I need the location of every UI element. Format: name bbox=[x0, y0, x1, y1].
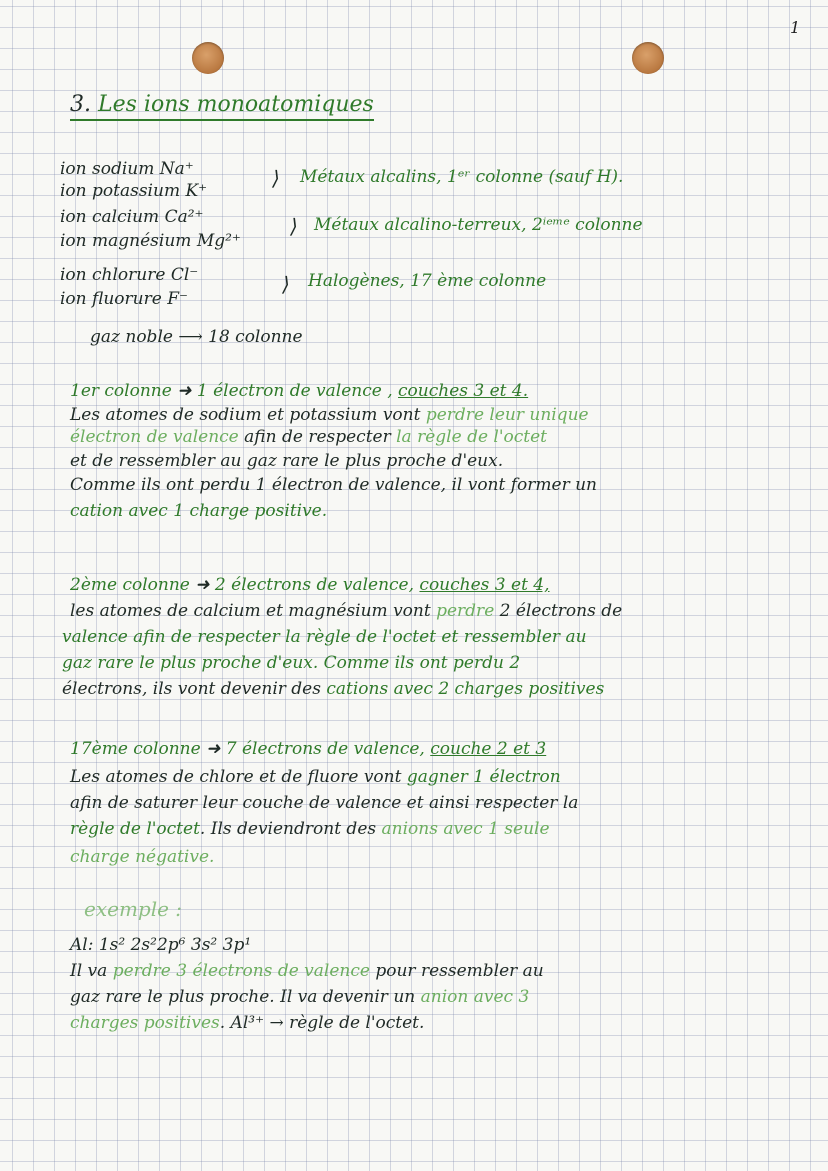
text-span: anions avec 1 seule bbox=[381, 819, 550, 839]
text-line: cation avec 1 charge positive. bbox=[70, 501, 328, 521]
text-line bbox=[70, 404, 589, 426]
text-span: 2 électrons de bbox=[494, 601, 623, 621]
group-label: Métaux alcalino-terreux, 2ⁱᵉᵐᵉ colonne bbox=[314, 215, 643, 235]
section-head: 1er colonne bbox=[70, 381, 172, 401]
text-span: Il va bbox=[70, 961, 113, 981]
text-span: anion avec 3 bbox=[420, 987, 530, 1007]
noble-gas-row bbox=[90, 326, 303, 348]
binder-hole-left bbox=[192, 42, 224, 74]
binder-hole-right bbox=[632, 42, 664, 74]
group-label: Métaux alcalins, 1ᵉʳ colonne (sauf H). bbox=[300, 167, 624, 187]
text-span: la règle de l'octet bbox=[396, 427, 548, 447]
ion-symbol: Mg²⁺ bbox=[196, 231, 241, 251]
text-line bbox=[70, 766, 561, 788]
ion-row bbox=[60, 264, 198, 286]
text-line bbox=[70, 600, 622, 622]
text-line bbox=[70, 818, 550, 840]
text-line bbox=[62, 678, 604, 700]
section1-heading bbox=[70, 380, 528, 402]
section3-heading bbox=[70, 738, 546, 760]
arrow-right-icon: ➜ bbox=[206, 739, 226, 759]
section-head-rest: 2 électrons de valence, bbox=[214, 575, 415, 595]
ion-symbol: Na⁺ bbox=[159, 159, 194, 179]
text-span: électrons, ils vont devenir des bbox=[62, 679, 327, 699]
noble-gas-label: gaz noble bbox=[90, 327, 173, 347]
ion-name: ion calcium bbox=[60, 207, 160, 227]
page-number: 1 bbox=[790, 18, 801, 37]
text-span: gaz rare le plus proche. Il va devenir un bbox=[70, 987, 421, 1007]
arrow-right-icon: ➜ bbox=[195, 575, 215, 595]
section-head: 2ème colonne bbox=[70, 575, 190, 595]
section-head-rest: 1 électron de valence , bbox=[196, 381, 393, 401]
ion-name: ion chlorure bbox=[60, 265, 166, 285]
section-layers: couche 2 et 3 bbox=[430, 739, 547, 759]
bracket-icon: ⟩ bbox=[282, 272, 290, 296]
text-span: . Al³⁺ → règle de l'octet. bbox=[219, 1013, 425, 1033]
ion-row bbox=[60, 206, 204, 228]
arrow-right-icon: ⟶ bbox=[178, 327, 209, 347]
ion-row bbox=[60, 230, 241, 252]
electron-config: Al: 1s² 2s²2p⁶ 3s² 3p¹ bbox=[70, 935, 252, 955]
text-line: et de ressembler au gaz rare le plus proche d'eux. bbox=[70, 451, 504, 471]
ion-symbol: F⁻ bbox=[167, 289, 188, 309]
text-line bbox=[70, 960, 544, 982]
ion-name: ion fluorure bbox=[60, 289, 162, 309]
title-text: Les ions monoatomiques bbox=[98, 92, 374, 117]
noble-gas-value: 18 colonne bbox=[208, 327, 303, 347]
text-line bbox=[70, 426, 547, 448]
section-head: 17ème colonne bbox=[70, 739, 201, 759]
ion-symbol: Ca²⁺ bbox=[164, 207, 204, 227]
example-heading: exemple : bbox=[84, 897, 183, 921]
ion-name: ion sodium bbox=[60, 159, 155, 179]
text-span: cations avec 2 charges positives bbox=[326, 679, 605, 699]
ion-symbol: K⁺ bbox=[185, 181, 208, 201]
bracket-icon: ⟩ bbox=[290, 214, 298, 238]
text-line: Comme ils ont perdu 1 électron de valence, il vont former un bbox=[70, 475, 597, 495]
text-span: perdre bbox=[436, 601, 495, 621]
text-line bbox=[70, 986, 529, 1008]
text-span: gagner 1 électron bbox=[406, 767, 561, 787]
group-label: Halogènes, 17 ème colonne bbox=[308, 271, 547, 291]
text-span: afin de respecter bbox=[238, 427, 397, 447]
section-layers: couches 3 et 4. bbox=[398, 381, 529, 401]
text-span: perdre 3 électrons de valence bbox=[112, 961, 370, 981]
text-line: valence afin de respecter la règle de l'octet et ressembler au bbox=[62, 627, 587, 647]
title-number: 3. bbox=[70, 92, 91, 117]
page-title bbox=[70, 92, 374, 121]
text-line bbox=[70, 1012, 424, 1034]
text-line: gaz rare le plus proche d'eux. Comme ils ont perdu 2 bbox=[62, 653, 521, 673]
section-head-rest: 7 électrons de valence, bbox=[225, 739, 425, 759]
section-layers: couches 3 et 4, bbox=[419, 575, 550, 595]
text-line: charge négative. bbox=[70, 847, 215, 867]
text-span: électron de valence bbox=[70, 427, 239, 447]
text-span: les atomes de calcium et magnésium vont bbox=[70, 601, 437, 621]
ion-name: ion magnésium bbox=[60, 231, 192, 251]
ion-name: ion potassium bbox=[60, 181, 181, 201]
text-span: pour ressembler au bbox=[369, 961, 544, 981]
ion-row bbox=[60, 288, 188, 310]
text-span: Les atomes de sodium et potassium vont bbox=[70, 405, 426, 425]
text-span: perdre leur unique bbox=[425, 405, 589, 425]
text-span: règle de l'octet bbox=[70, 819, 200, 839]
ion-row bbox=[60, 158, 194, 180]
bracket-icon: ⟩ bbox=[272, 166, 280, 190]
text-span: charges positives bbox=[70, 1013, 220, 1033]
ion-row bbox=[60, 180, 207, 202]
section2-heading bbox=[70, 574, 550, 596]
arrow-right-icon: ➜ bbox=[177, 381, 197, 401]
text-span: Les atomes de chlore et de fluore vont bbox=[70, 767, 407, 787]
text-span: . Ils deviendront des bbox=[199, 819, 382, 839]
ion-symbol: Cl⁻ bbox=[170, 265, 199, 285]
text-line: afin de saturer leur couche de valence et ainsi respecter la bbox=[70, 793, 579, 813]
